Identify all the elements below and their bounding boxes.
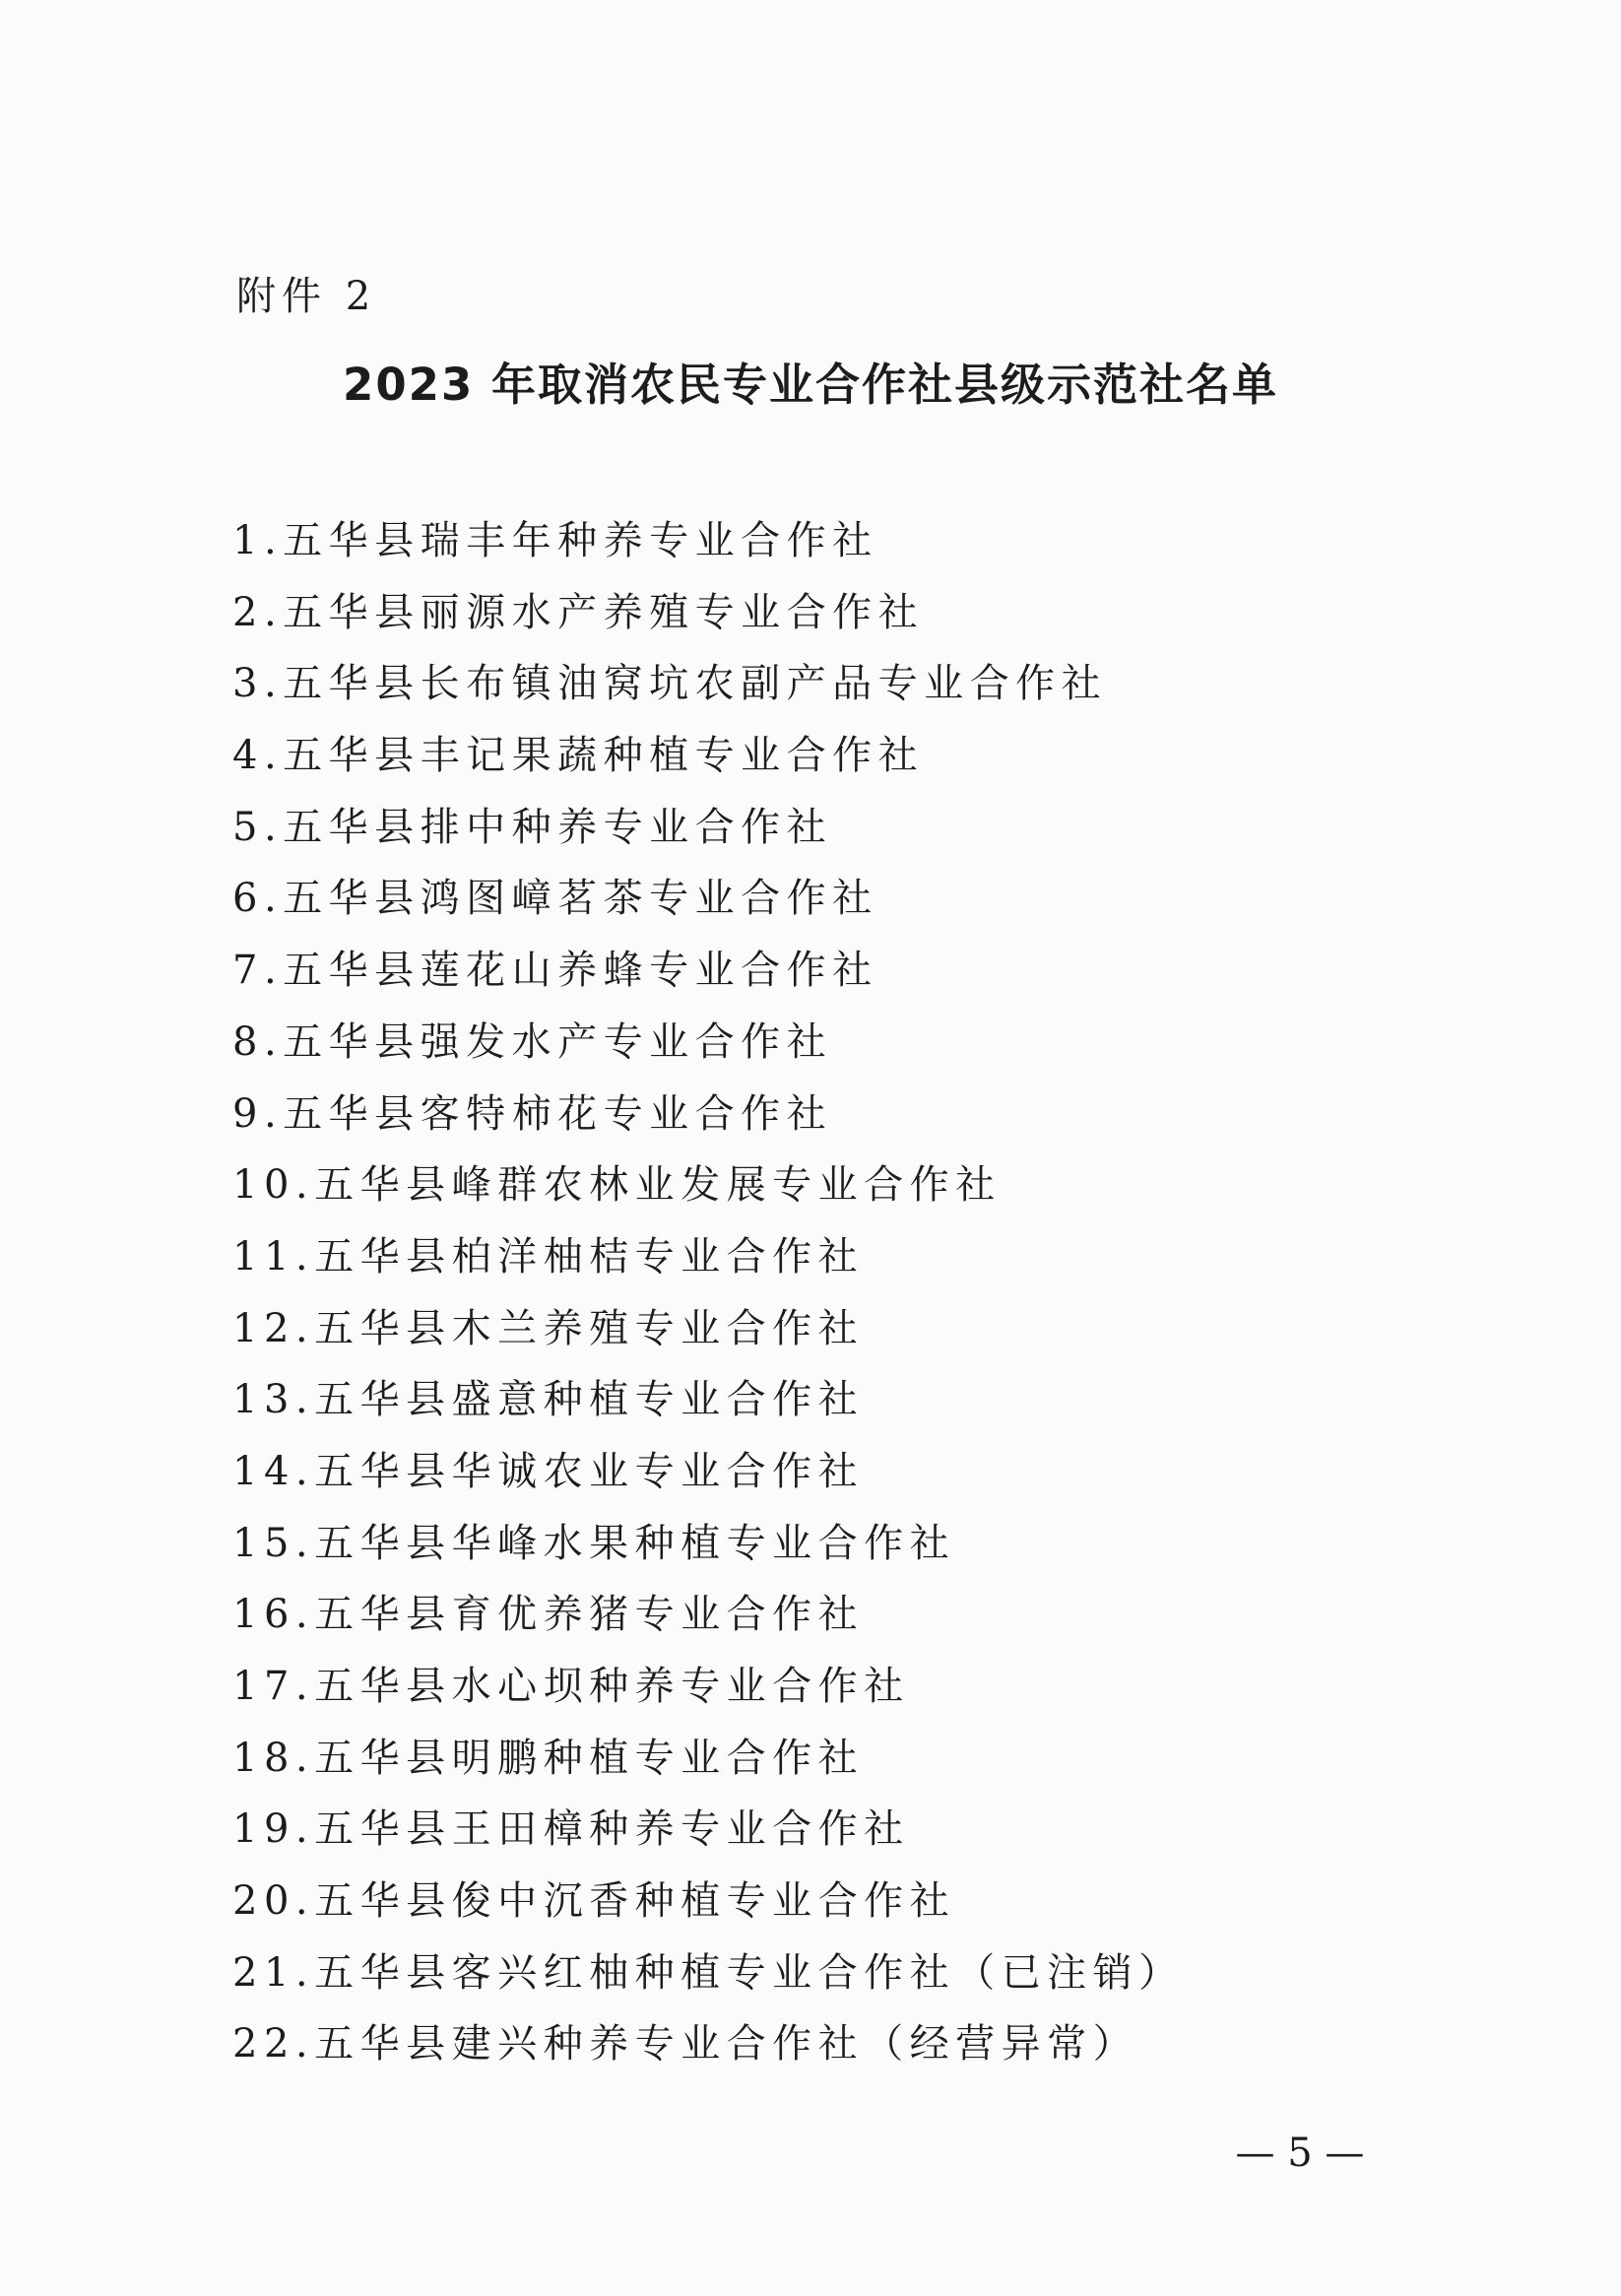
list-item: 14.五华县华诚农业专业合作社 bbox=[232, 1448, 865, 1494]
list-item: 13.五华县盛意种植专业合作社 bbox=[232, 1377, 865, 1423]
attachment-label: 附件 2 bbox=[236, 274, 377, 319]
list-item: 12.五华县木兰养殖专业合作社 bbox=[232, 1305, 865, 1351]
document-title: 2023 年取消农民专业合作社县级示范社名单 bbox=[343, 359, 1278, 411]
list-item: 19.五华县王田樟种养专业合作社 bbox=[232, 1806, 910, 1853]
list-item: 10.五华县峰群农林业发展专业合作社 bbox=[232, 1162, 1002, 1209]
list-item: 15.五华县华峰水果种植专业合作社 bbox=[232, 1520, 956, 1566]
list-item: 6.五华县鸿图嶂茗茶专业合作社 bbox=[232, 876, 878, 922]
list-item: 11.五华县柏洋柚桔专业合作社 bbox=[232, 1233, 865, 1279]
list-item: 20.五华县俊中沉香种植专业合作社 bbox=[232, 1878, 956, 1925]
list-item: 5.五华县排中种养专业合作社 bbox=[232, 804, 833, 850]
list-item: 16.五华县育优养猪专业合作社 bbox=[232, 1592, 865, 1638]
list-item: 2.五华县丽源水产养殖专业合作社 bbox=[232, 589, 925, 635]
list-item: 1.五华县瑞丰年种养专业合作社 bbox=[232, 518, 878, 563]
list-item: 9.五华县客特柿花专业合作社 bbox=[232, 1090, 833, 1137]
list-item: 18.五华县明鹏种植专业合作社 bbox=[232, 1735, 865, 1781]
cooperative-list bbox=[232, 512, 1185, 2087]
page-number: — 5 — bbox=[1235, 2131, 1365, 2176]
list-item: 3.五华县长布镇油窝坑农副产品专业合作社 bbox=[232, 661, 1108, 707]
list-item: 21.五华县客兴红柚种植专业合作社（已注销） bbox=[232, 1949, 1185, 1996]
list-item: 22.五华县建兴种养专业合作社（经营异常） bbox=[232, 2021, 1139, 2067]
list-item: 8.五华县强发水产专业合作社 bbox=[232, 1018, 833, 1065]
list-item: 7.五华县莲花山养蜂专业合作社 bbox=[232, 948, 878, 994]
list-item: 17.五华县水心坝种养专业合作社 bbox=[232, 1664, 910, 1709]
list-item: 4.五华县丰记果蔬种植专业合作社 bbox=[232, 733, 925, 779]
